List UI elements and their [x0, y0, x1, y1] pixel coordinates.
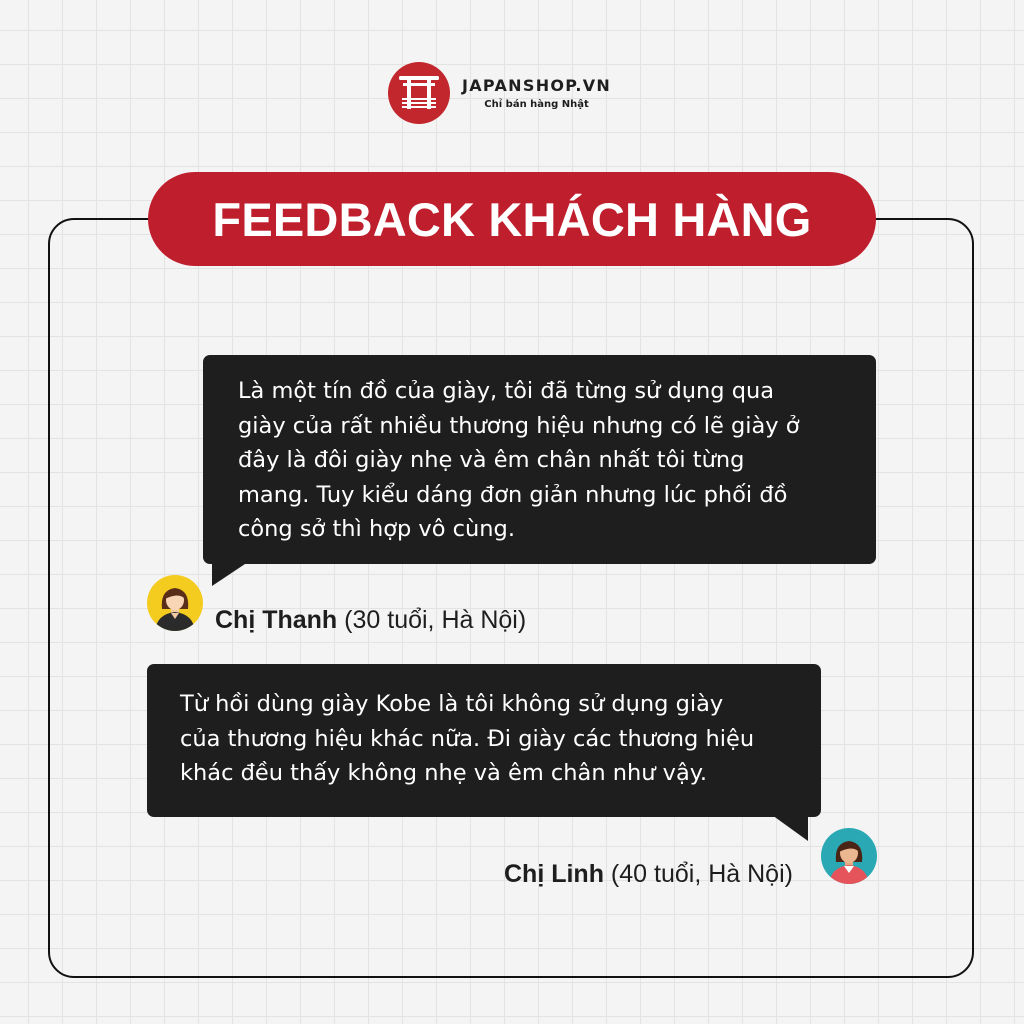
brand-name: JAPANSHOP.VN: [462, 76, 612, 95]
testimonial-line: đây là đôi giày nhẹ và êm chân nhất tôi từng: [238, 447, 745, 473]
bubble-tail: [772, 815, 808, 841]
brand-tagline: Chỉ bán hàng Nhật: [484, 99, 589, 110]
testimonial-line: khác đều thấy không nhẹ và êm chân như vậy.: [180, 760, 708, 786]
testimonial-line: Từ hồi dùng giày Kobe là tôi không sử dụng giày: [180, 691, 724, 717]
woman-avatar-icon: [821, 828, 877, 884]
testimonial-line: giày của rất nhiều thương hiệu nhưng có lẽ giày ở: [238, 412, 800, 439]
testimonial-line: Là một tín đồ của giày, tôi đã từng sử dụng qua: [238, 378, 775, 404]
page-title: FEEDBACK KHÁCH HÀNG: [212, 192, 812, 246]
customer-name: Chị Thanh: [215, 606, 338, 634]
customer-details: (30 tuổi, Hà Nội): [337, 606, 527, 634]
customer-author: [215, 606, 526, 635]
title-banner: [148, 172, 876, 266]
woman-avatar-icon: [147, 575, 203, 631]
testimonial-bubble: [203, 355, 876, 564]
customer-author: [504, 860, 793, 889]
torii-gate-icon: [388, 62, 450, 124]
testimonial-line: của thương hiệu khác nữa. Đi giày các thương hiệu: [180, 725, 755, 752]
customer-name: Chị Linh: [504, 860, 604, 888]
testimonial-bubble: [147, 664, 821, 817]
testimonial-line: công sở thì hợp vô cùng.: [238, 516, 515, 542]
customer-details: (40 tuổi, Hà Nội): [603, 860, 793, 888]
brand-header[interactable]: [388, 62, 611, 124]
bubble-tail: [212, 562, 248, 586]
testimonial-line: mang. Tuy kiểu dáng đơn giản nhưng lúc phối đồ: [238, 481, 788, 508]
